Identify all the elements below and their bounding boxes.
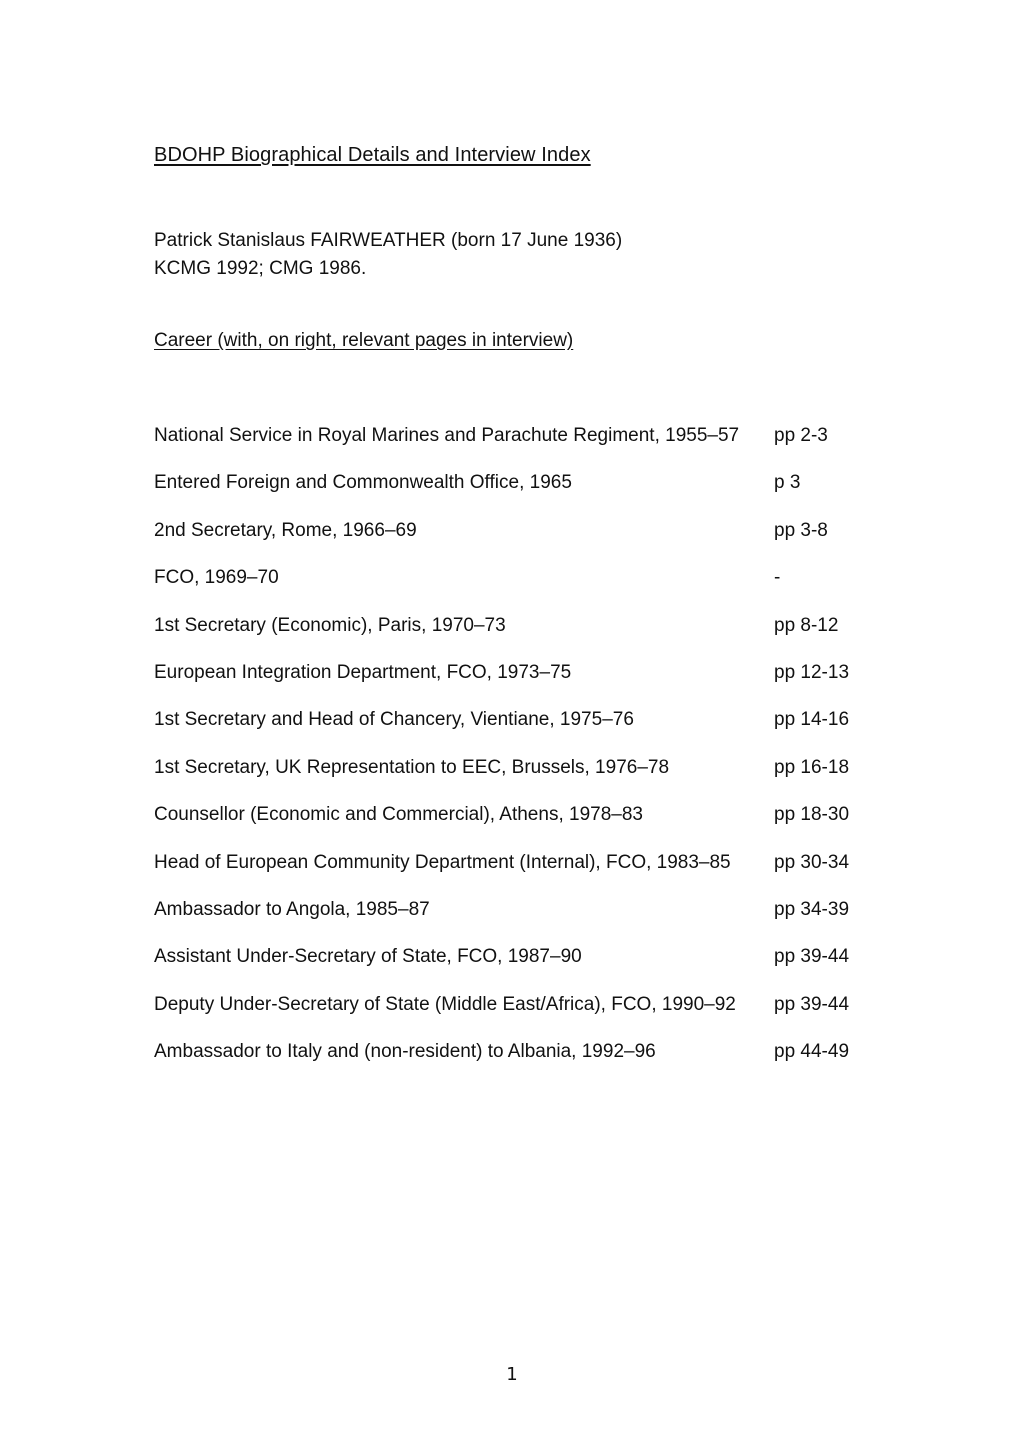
career-pages: pp 16-18 [774, 756, 850, 778]
career-pages: pp 12-13 [774, 661, 850, 683]
career-pages: - [774, 567, 781, 589]
career-pages: pp 44-49 [774, 1041, 850, 1063]
career-role: Counsellor (Economic and Commercial), Athens, 1978–83 [154, 804, 643, 826]
career-entry [154, 1040, 874, 1087]
career-pages: pp 18-30 [774, 804, 850, 826]
document-heading: BDOHP Biographical Details and Interview Index [154, 144, 591, 166]
career-entry [154, 945, 874, 992]
career-pages: pp 3-8 [774, 519, 828, 541]
career-pages: pp 8-12 [774, 614, 839, 636]
career-entry [154, 519, 874, 566]
career-entry [154, 614, 874, 661]
career-role: European Integration Department, FCO, 1973–75 [154, 661, 572, 683]
career-role: Deputy Under-Secretary of State (Middle East/Africa), FCO, 1990–92 [154, 993, 736, 1015]
career-pages: pp 2-3 [774, 425, 828, 446]
career-role: National Service in Royal Marines and Parachute Regiment, 1955–57 [154, 425, 740, 446]
career-entry [154, 803, 874, 850]
career-entry [154, 993, 874, 1040]
career-pages: p 3 [774, 472, 801, 494]
career-entry [154, 898, 874, 945]
career-pages: pp 39-44 [774, 993, 850, 1015]
career-list [154, 424, 874, 1087]
career-entry [154, 471, 874, 518]
career-pages: pp 30-34 [774, 851, 850, 873]
career-pages: pp 39-44 [774, 946, 850, 968]
career-entry [154, 661, 874, 708]
page-number: 1 [506, 1364, 518, 1385]
career-role: Ambassador to Italy and (non-resident) to Albania, 1992–96 [154, 1041, 656, 1063]
career-role: 1st Secretary and Head of Chancery, Vientiane, 1975–76 [154, 709, 634, 731]
career-role: 1st Secretary (Economic), Paris, 1970–73 [154, 614, 506, 636]
career-entry [154, 424, 874, 471]
subject-name-line: Patrick Stanislaus FAIRWEATHER (born 17 June 1936) [154, 230, 623, 251]
career-pages: pp 14-16 [774, 709, 850, 731]
career-entry [154, 566, 874, 613]
career-role: Entered Foreign and Commonwealth Office, 1965 [154, 472, 572, 494]
career-role: 1st Secretary, UK Representation to EEC, Brussels, 1976–78 [154, 756, 670, 778]
career-role: 2nd Secretary, Rome, 1966–69 [154, 519, 417, 541]
career-entry [154, 756, 874, 803]
career-heading: Career (with, on right, relevant pages in interview) [154, 330, 574, 351]
career-role: FCO, 1969–70 [154, 567, 279, 589]
career-role: Ambassador to Angola, 1985–87 [154, 898, 430, 920]
career-entry [154, 708, 874, 755]
honours-line: KCMG 1992; CMG 1986. [154, 258, 367, 279]
career-role: Assistant Under-Secretary of State, FCO, 1987–90 [154, 946, 582, 968]
career-entry [154, 851, 874, 898]
career-role: Head of European Community Department (Internal), FCO, 1983–85 [154, 851, 731, 873]
career-pages: pp 34-39 [774, 898, 850, 920]
